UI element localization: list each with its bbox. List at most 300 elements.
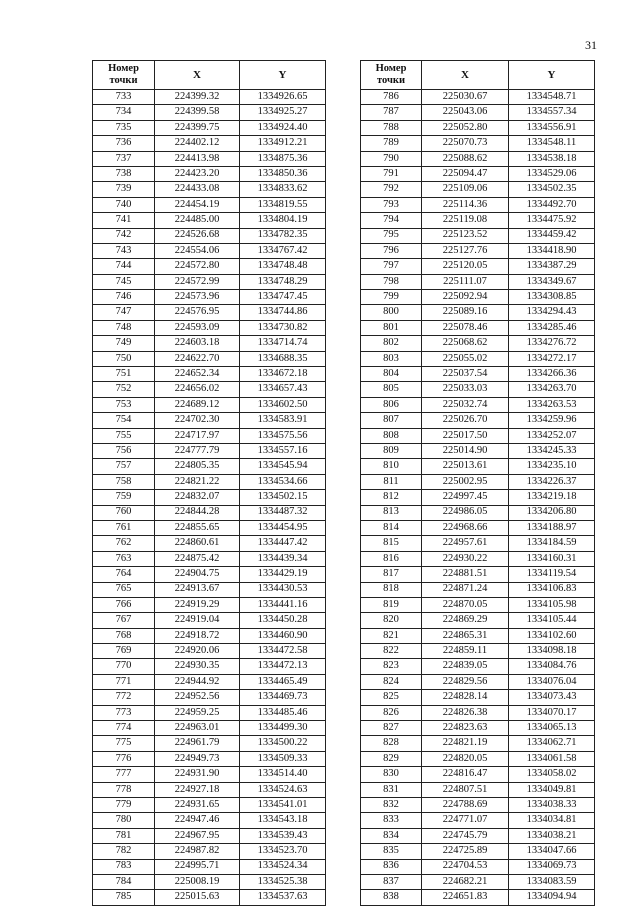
cell-point-number: 815	[361, 536, 422, 551]
cell-point-number: 783	[93, 859, 155, 874]
cell-point-number: 837	[361, 874, 422, 889]
cell-y: 1334492.70	[509, 197, 595, 212]
table-row	[361, 136, 595, 151]
table-row	[93, 305, 326, 320]
cell-point-number: 760	[93, 505, 155, 520]
cell-y: 1334184.59	[509, 536, 595, 551]
cell-x: 225092.94	[422, 290, 509, 305]
cell-point-number: 825	[361, 690, 422, 705]
table-row	[93, 397, 326, 412]
cell-point-number: 817	[361, 567, 422, 582]
cell-y: 1334447.42	[240, 536, 326, 551]
table-row	[361, 628, 595, 643]
cell-y: 1334061.58	[509, 751, 595, 766]
cell-y: 1334259.96	[509, 413, 595, 428]
cell-x: 224745.79	[422, 828, 509, 843]
cell-x: 224777.79	[155, 443, 240, 458]
table-row	[361, 197, 595, 212]
cell-y: 1334094.94	[509, 890, 595, 905]
cell-point-number: 745	[93, 274, 155, 289]
table-row	[361, 105, 595, 120]
cell-point-number: 835	[361, 844, 422, 859]
cell-x: 224399.75	[155, 120, 240, 135]
cell-x: 224682.21	[422, 874, 509, 889]
table-row	[361, 705, 595, 720]
table-row	[93, 182, 326, 197]
cell-point-number: 780	[93, 813, 155, 828]
cell-y: 1334539.43	[240, 828, 326, 843]
cell-point-number: 801	[361, 320, 422, 335]
cell-point-number: 762	[93, 536, 155, 551]
table-row	[361, 166, 595, 181]
table-row	[93, 274, 326, 289]
table-row	[93, 705, 326, 720]
cell-x: 224805.35	[155, 459, 240, 474]
table-row	[93, 105, 326, 120]
cell-y: 1334475.92	[509, 213, 595, 228]
table-row	[361, 859, 595, 874]
cell-y: 1334038.21	[509, 828, 595, 843]
table-row	[93, 844, 326, 859]
cell-point-number: 767	[93, 613, 155, 628]
table-row	[93, 551, 326, 566]
cell-x: 224828.14	[422, 690, 509, 705]
table-row	[361, 567, 595, 582]
cell-x: 225017.50	[422, 428, 509, 443]
table-row	[93, 474, 326, 489]
table-row	[361, 828, 595, 843]
cell-y: 1334575.56	[240, 428, 326, 443]
cell-y: 1334502.35	[509, 182, 595, 197]
cell-x: 224930.22	[422, 551, 509, 566]
cell-y: 1334485.46	[240, 705, 326, 720]
cell-point-number: 761	[93, 520, 155, 535]
cell-x: 225089.16	[422, 305, 509, 320]
cell-x: 224961.79	[155, 736, 240, 751]
table-row	[361, 644, 595, 659]
cell-x: 225094.47	[422, 166, 509, 181]
cell-x: 225070.73	[422, 136, 509, 151]
cell-x: 224399.58	[155, 105, 240, 120]
cell-x: 224689.12	[155, 397, 240, 412]
table-row	[93, 567, 326, 582]
cell-x: 224454.19	[155, 197, 240, 212]
cell-x: 224949.73	[155, 751, 240, 766]
cell-y: 1334487.32	[240, 505, 326, 520]
table-row	[361, 551, 595, 566]
cell-x: 224717.97	[155, 428, 240, 443]
cell-y: 1334782.35	[240, 228, 326, 243]
cell-y: 1334430.53	[240, 582, 326, 597]
cell-x: 224622.70	[155, 351, 240, 366]
table-row	[361, 844, 595, 859]
cell-x: 225119.08	[422, 213, 509, 228]
cell-x: 224931.65	[155, 797, 240, 812]
cell-y: 1334263.70	[509, 382, 595, 397]
cell-point-number: 743	[93, 243, 155, 258]
table-row	[93, 721, 326, 736]
cell-y: 1334084.76	[509, 659, 595, 674]
cell-y: 1334500.22	[240, 736, 326, 751]
header-y: Y	[509, 61, 595, 90]
cell-y: 1334747.45	[240, 290, 326, 305]
cell-y: 1334276.72	[509, 336, 595, 351]
cell-point-number: 809	[361, 443, 422, 458]
cell-y: 1334875.36	[240, 151, 326, 166]
cell-x: 224485.00	[155, 213, 240, 228]
cell-y: 1334102.60	[509, 628, 595, 643]
cell-x: 224725.89	[422, 844, 509, 859]
table-row	[361, 736, 595, 751]
cell-point-number: 830	[361, 767, 422, 782]
cell-point-number: 802	[361, 336, 422, 351]
cell-y: 1334672.18	[240, 367, 326, 382]
cell-point-number: 826	[361, 705, 422, 720]
cell-x: 224947.46	[155, 813, 240, 828]
table-row	[93, 259, 326, 274]
cell-y: 1334804.19	[240, 213, 326, 228]
cell-point-number: 804	[361, 367, 422, 382]
header-point-line1: Номер	[375, 63, 407, 75]
table-row	[93, 228, 326, 243]
table-row	[93, 382, 326, 397]
cell-x: 224995.71	[155, 859, 240, 874]
cell-x: 224930.35	[155, 659, 240, 674]
cell-x: 224865.31	[422, 628, 509, 643]
cell-x: 224816.47	[422, 767, 509, 782]
cell-x: 225111.07	[422, 274, 509, 289]
cell-x: 225008.19	[155, 874, 240, 889]
cell-point-number: 769	[93, 644, 155, 659]
table-row	[93, 628, 326, 643]
table-row	[93, 459, 326, 474]
cell-x: 224526.68	[155, 228, 240, 243]
cell-point-number: 808	[361, 428, 422, 443]
table-row	[93, 505, 326, 520]
cell-point-number: 776	[93, 751, 155, 766]
cell-point-number: 807	[361, 413, 422, 428]
cell-point-number: 820	[361, 613, 422, 628]
cell-y: 1334069.73	[509, 859, 595, 874]
table-row	[361, 443, 595, 458]
cell-x: 224918.72	[155, 628, 240, 643]
cell-x: 224652.34	[155, 367, 240, 382]
table-row	[93, 582, 326, 597]
cell-x: 224967.95	[155, 828, 240, 843]
cell-x: 224855.65	[155, 520, 240, 535]
cell-point-number: 832	[361, 797, 422, 812]
cell-y: 1334454.95	[240, 520, 326, 535]
cell-x: 224927.18	[155, 782, 240, 797]
cell-x: 224957.61	[422, 536, 509, 551]
table-row	[93, 151, 326, 166]
cell-point-number: 818	[361, 582, 422, 597]
cell-x: 224402.12	[155, 136, 240, 151]
cell-x: 224860.61	[155, 536, 240, 551]
cell-point-number: 800	[361, 305, 422, 320]
table-row	[361, 690, 595, 705]
cell-x: 225052.80	[422, 120, 509, 135]
table-row	[93, 659, 326, 674]
table-row	[361, 336, 595, 351]
table-row	[361, 536, 595, 551]
cell-y: 1334105.98	[509, 597, 595, 612]
cell-point-number: 751	[93, 367, 155, 382]
cell-point-number: 792	[361, 182, 422, 197]
cell-x: 224433.08	[155, 182, 240, 197]
cell-x: 225026.70	[422, 413, 509, 428]
cell-x: 224823.63	[422, 721, 509, 736]
cell-x: 225088.62	[422, 151, 509, 166]
table-row	[93, 890, 326, 905]
table-row	[361, 520, 595, 535]
cell-x: 224603.18	[155, 336, 240, 351]
cell-x: 224870.05	[422, 597, 509, 612]
cell-y: 1334523.70	[240, 844, 326, 859]
cell-y: 1334502.15	[240, 490, 326, 505]
table-row	[361, 890, 595, 905]
cell-y: 1334912.21	[240, 136, 326, 151]
cell-point-number: 788	[361, 120, 422, 135]
cell-x: 224704.53	[422, 859, 509, 874]
cell-point-number: 795	[361, 228, 422, 243]
cell-point-number: 744	[93, 259, 155, 274]
cell-y: 1334439.34	[240, 551, 326, 566]
cell-point-number: 816	[361, 551, 422, 566]
table-row	[93, 828, 326, 843]
table-row	[361, 228, 595, 243]
cell-x: 225037.54	[422, 367, 509, 382]
table-row	[361, 597, 595, 612]
cell-y: 1334219.18	[509, 490, 595, 505]
cell-point-number: 803	[361, 351, 422, 366]
table-row	[361, 213, 595, 228]
cell-y: 1334235.10	[509, 459, 595, 474]
cell-y: 1334105.44	[509, 613, 595, 628]
table-row	[361, 397, 595, 412]
cell-y: 1334070.17	[509, 705, 595, 720]
cell-point-number: 766	[93, 597, 155, 612]
cell-y: 1334730.82	[240, 320, 326, 335]
table-body-right	[361, 90, 595, 906]
cell-y: 1334925.27	[240, 105, 326, 120]
cell-x: 224399.32	[155, 90, 240, 105]
cell-point-number: 757	[93, 459, 155, 474]
cell-point-number: 750	[93, 351, 155, 366]
cell-x: 224913.67	[155, 582, 240, 597]
cell-y: 1334459.42	[509, 228, 595, 243]
cell-x: 225109.06	[422, 182, 509, 197]
table-row	[361, 674, 595, 689]
cell-x: 224572.80	[155, 259, 240, 274]
cell-y: 1334062.71	[509, 736, 595, 751]
cell-x: 224821.19	[422, 736, 509, 751]
table-row	[361, 474, 595, 489]
cell-y: 1334472.58	[240, 644, 326, 659]
cell-point-number: 759	[93, 490, 155, 505]
page-number: 31	[585, 38, 597, 52]
cell-y: 1334924.40	[240, 120, 326, 135]
cell-point-number: 737	[93, 151, 155, 166]
cell-point-number: 831	[361, 782, 422, 797]
cell-y: 1334819.55	[240, 197, 326, 212]
cell-point-number: 733	[93, 90, 155, 105]
cell-y: 1334308.85	[509, 290, 595, 305]
table-row	[93, 813, 326, 828]
cell-point-number: 747	[93, 305, 155, 320]
cell-point-number: 770	[93, 659, 155, 674]
cell-y: 1334545.94	[240, 459, 326, 474]
cell-y: 1334294.43	[509, 305, 595, 320]
cell-point-number: 793	[361, 197, 422, 212]
header-y: Y	[240, 61, 326, 90]
table-row	[93, 520, 326, 535]
cell-point-number: 753	[93, 397, 155, 412]
cell-x: 224807.51	[422, 782, 509, 797]
header-x: X	[155, 61, 240, 90]
cell-x: 224997.45	[422, 490, 509, 505]
table-row	[93, 136, 326, 151]
cell-y: 1334083.59	[509, 874, 595, 889]
cell-y: 1334098.18	[509, 644, 595, 659]
cell-y: 1334748.29	[240, 274, 326, 289]
cell-x: 224952.56	[155, 690, 240, 705]
cell-x: 224702.30	[155, 413, 240, 428]
cell-x: 224829.56	[422, 674, 509, 689]
table-row	[361, 721, 595, 736]
table-row	[93, 613, 326, 628]
cell-y: 1334602.50	[240, 397, 326, 412]
cell-y: 1334657.43	[240, 382, 326, 397]
cell-x: 224651.83	[422, 890, 509, 905]
table-row	[93, 597, 326, 612]
cell-y: 1334047.66	[509, 844, 595, 859]
cell-x: 224788.69	[422, 797, 509, 812]
cell-point-number: 814	[361, 520, 422, 535]
cell-y: 1334188.97	[509, 520, 595, 535]
cell-y: 1334748.48	[240, 259, 326, 274]
cell-x: 225032.74	[422, 397, 509, 412]
cell-point-number: 787	[361, 105, 422, 120]
cell-x: 224656.02	[155, 382, 240, 397]
cell-point-number: 822	[361, 644, 422, 659]
cell-point-number: 796	[361, 243, 422, 258]
header-point-line1: Номер	[108, 63, 139, 75]
table-row	[361, 320, 595, 335]
cell-y: 1334073.43	[509, 690, 595, 705]
cell-y: 1334065.13	[509, 721, 595, 736]
cell-x: 225002.95	[422, 474, 509, 489]
cell-point-number: 755	[93, 428, 155, 443]
cell-y: 1334472.13	[240, 659, 326, 674]
cell-x: 224572.99	[155, 274, 240, 289]
cell-y: 1334272.17	[509, 351, 595, 366]
cell-y: 1334850.36	[240, 166, 326, 181]
cell-point-number: 772	[93, 690, 155, 705]
cell-x: 225068.62	[422, 336, 509, 351]
table-row	[361, 305, 595, 320]
cell-y: 1334465.49	[240, 674, 326, 689]
header-row	[93, 61, 326, 90]
table-row	[93, 413, 326, 428]
cell-point-number: 781	[93, 828, 155, 843]
table-row	[93, 213, 326, 228]
cell-x: 224931.90	[155, 767, 240, 782]
cell-x: 225127.76	[422, 243, 509, 258]
table-row	[93, 90, 326, 105]
table-row	[361, 413, 595, 428]
cell-x: 224963.01	[155, 721, 240, 736]
cell-point-number: 828	[361, 736, 422, 751]
cell-x: 224859.11	[422, 644, 509, 659]
cell-y: 1334450.28	[240, 613, 326, 628]
cell-point-number: 741	[93, 213, 155, 228]
table-row	[361, 813, 595, 828]
cell-point-number: 786	[361, 90, 422, 105]
cell-x: 224968.66	[422, 520, 509, 535]
table-row	[361, 120, 595, 135]
cell-y: 1334556.91	[509, 120, 595, 135]
cell-point-number: 758	[93, 474, 155, 489]
cell-x: 224423.20	[155, 166, 240, 181]
cell-y: 1334245.33	[509, 443, 595, 458]
header-point-number	[361, 61, 422, 90]
cell-x: 224920.06	[155, 644, 240, 659]
cell-x: 224986.05	[422, 505, 509, 520]
cell-point-number: 823	[361, 659, 422, 674]
table-row	[93, 644, 326, 659]
cell-point-number: 768	[93, 628, 155, 643]
table-row	[361, 382, 595, 397]
cell-point-number: 754	[93, 413, 155, 428]
coordinates-table-right	[360, 60, 595, 906]
cell-y: 1334034.81	[509, 813, 595, 828]
header-point-line2: точки	[109, 75, 138, 86]
table-row	[361, 767, 595, 782]
table-row	[361, 182, 595, 197]
table-row	[93, 197, 326, 212]
cell-point-number: 782	[93, 844, 155, 859]
table-row	[93, 320, 326, 335]
cell-y: 1334499.30	[240, 721, 326, 736]
cell-y: 1334524.63	[240, 782, 326, 797]
cell-point-number: 833	[361, 813, 422, 828]
cell-x: 225030.67	[422, 90, 509, 105]
cell-y: 1334538.18	[509, 151, 595, 166]
cell-x: 225033.03	[422, 382, 509, 397]
table-row	[93, 782, 326, 797]
table-row	[361, 874, 595, 889]
cell-x: 224919.04	[155, 613, 240, 628]
cell-y: 1334534.66	[240, 474, 326, 489]
table-body-left	[93, 90, 326, 906]
cell-y: 1334525.38	[240, 874, 326, 889]
cell-y: 1334418.90	[509, 243, 595, 258]
cell-point-number: 812	[361, 490, 422, 505]
cell-x: 224826.38	[422, 705, 509, 720]
cell-x: 224844.28	[155, 505, 240, 520]
cell-y: 1334514.40	[240, 767, 326, 782]
cell-point-number: 834	[361, 828, 422, 843]
cell-point-number: 790	[361, 151, 422, 166]
cell-point-number: 764	[93, 567, 155, 582]
cell-point-number: 805	[361, 382, 422, 397]
cell-y: 1334767.42	[240, 243, 326, 258]
cell-y: 1334263.53	[509, 397, 595, 412]
cell-point-number: 752	[93, 382, 155, 397]
table-row	[93, 767, 326, 782]
cell-y: 1334460.90	[240, 628, 326, 643]
